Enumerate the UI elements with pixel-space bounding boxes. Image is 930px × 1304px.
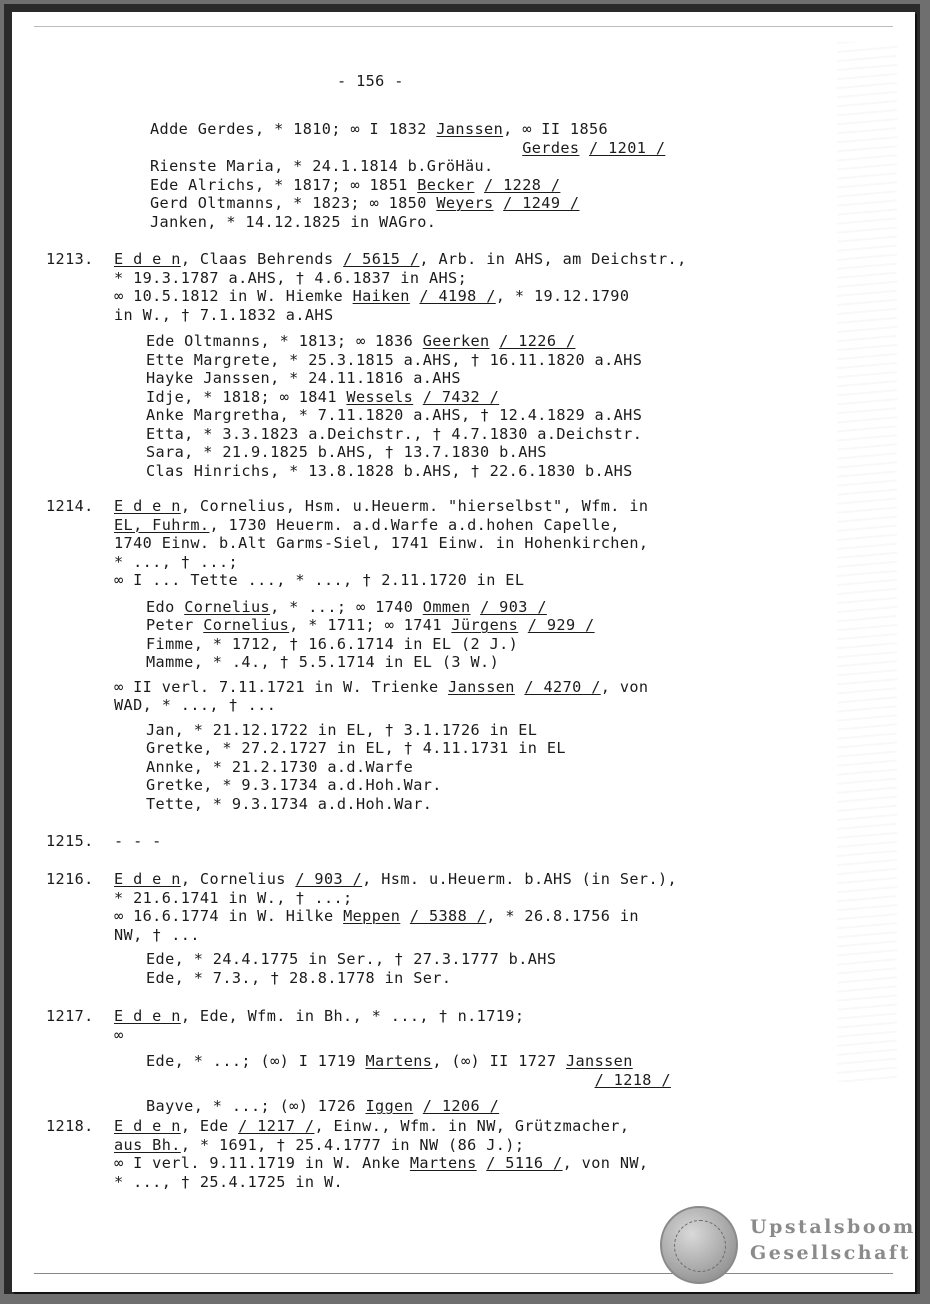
underlined-text: Wessels [346,387,414,406]
underlined-text: Gerdes [522,138,580,157]
underlined-text: E d e n [114,870,181,888]
line-text: Fimme, * 1712, † 16.6.1714 in EL (2 J.) [146,634,519,653]
entry-line [146,332,575,351]
underlined-text: Ommen [422,597,471,616]
entry-line [150,194,579,213]
underlined-text: Jürgens [451,616,519,634]
line-text: Hayke Janssen, * 24.11.1816 a.AHS [146,369,461,387]
line-text: * 19.3.1787 a.AHS, † 4.6.1837 in AHS; [114,268,468,287]
line-text: * ..., † 25.4.1725 in W. [114,1172,344,1191]
line-text: , * 26.8.1756 in [486,907,639,925]
underlined-text: Cornelius [203,616,290,634]
line-text: Bayve, * ...; (∞) 1726 [146,1097,366,1115]
entry-number: 1217. [46,1007,94,1025]
entry-line [146,388,499,407]
line-text: , Cornelius, Hsm. u.Heuerm. "hierselbst", Wfm. in [180,497,649,515]
underlined-text: / 929 / [527,616,595,634]
line-text: * ..., † ...; [114,552,239,571]
line-text: , Ede [180,1117,239,1135]
entry-line [114,907,639,926]
underlined-text: / 1228 / [484,175,561,194]
underlined-text: / 1226 / [499,332,576,350]
entry-line [146,1071,671,1090]
line-text: Etta, * 3.3.1823 a.Deichstr., † 4.7.1830 a.Deichstr. [146,424,643,443]
line-text: Annke, * 21.2.1730 a.d.Warfe [146,757,414,776]
entry-line [114,1173,343,1192]
line-text: , Ede, Wfm. in Bh., * ..., † n.1719; [180,1007,525,1025]
line-text: , von NW, [562,1154,649,1172]
line-text [518,616,528,634]
entry-line [146,351,642,370]
line-text [150,139,522,157]
line-text: ∞ 16.6.1774 in W. Hilke [114,907,344,925]
line-text: Ede, * ...; (∞) I 1719 [146,1052,366,1070]
underlined-text: Martens [409,1154,477,1172]
underlined-text: / 903 / [480,597,547,616]
underlined-text: / 7432 / [422,387,500,406]
line-text: ∞ II verl. 7.11.1721 in W. Trienke [114,677,449,696]
entry-line [146,616,595,635]
entry-line [114,1154,648,1173]
line-text: , Claas Behrends [180,250,344,268]
line-text: NW, † ... [114,925,200,944]
underlined-text: E d e n [114,497,181,515]
entry-line [114,889,353,908]
line-text: Gretke, * 27.2.1727 in EL, † 4.11.1731 in EL [146,739,566,757]
underlined-text: / 1249 / [503,194,580,212]
line-text: - - - [114,832,162,850]
publisher-name [750,1214,916,1266]
entry-line [114,870,677,889]
line-text: 1740 Einw. b.Alt Garms-Siel, 1741 Einw. in Hohenkirchen, [114,534,649,552]
underlined-text: Janssen [565,1052,633,1070]
line-text [477,1154,487,1172]
underlined-text: Martens [365,1052,433,1070]
underlined-text: Becker [417,175,475,194]
entry-line [114,1117,629,1136]
entry-line [146,1052,633,1071]
line-text: Ette Margrete, * 25.3.1815 a.AHS, † 16.11.1820 a.AHS [146,350,643,369]
entry-line [114,287,629,306]
line-text: ∞ [114,1025,124,1044]
underlined-text: / 4270 / [524,677,601,696]
underlined-text: / 5116 / [486,1154,563,1172]
entry-line [114,832,162,851]
line-text: Ede, * 24.4.1775 in Ser., † 27.3.1777 b.AHS [146,950,557,968]
line-text [515,678,525,696]
entry-line [150,139,665,158]
line-text: , (∞) II 1727 [432,1052,566,1070]
line-text: , * 1691, † 25.4.1777 in NW (86 J.); [180,1135,525,1154]
underlined-text: / 1218 / [594,1070,671,1089]
underlined-text: EL, Fuhrm. [114,515,210,534]
underlined-text: / 5615 / [343,250,420,268]
entry-number: 1215. [46,832,94,850]
entry-line [114,497,648,516]
entry-line [114,269,467,288]
underlined-text: aus Bh. [114,1135,181,1154]
line-text [410,287,420,305]
entry-line [146,653,499,672]
line-text: Tette, * 9.3.1734 a.d.Hoh.War. [146,794,433,813]
underlined-text: E d e n [114,250,181,268]
line-text: Adde Gerdes, * 1810; ∞ I 1832 [150,120,437,138]
line-text: , ∞ II 1856 [503,120,609,138]
line-text: Ede Alrichs, * 1817; ∞ 1851 [150,175,418,194]
line-text: Mamme, * .4., † 5.5.1714 in EL (3 W.) [146,653,500,671]
line-text [475,176,485,194]
entry-line [146,1097,499,1116]
underlined-text: / 903 / [295,870,363,888]
underlined-text: Iggen [365,1097,414,1115]
entry-line [146,758,413,777]
underlined-text: E d e n [114,1117,181,1135]
entry-number: 1213. [46,250,94,268]
line-text: , von [600,677,649,696]
line-text: ∞ I verl. 9.11.1719 in W. Anke [114,1154,410,1172]
entry-line [146,369,461,388]
entry-line [146,443,547,462]
line-text: ∞ I ... Tette ..., * ..., † 2.11.1720 in EL [114,571,525,589]
line-text: , Einw., Wfm. in NW, Grützmacher, [314,1117,630,1135]
scan-noise [837,42,897,1082]
entry-line [114,1007,524,1026]
line-text: Rienste Maria, * 24.1.1814 b.GröHäu. [150,157,494,175]
line-text: , 1730 Heuerm. a.d.Warfe a.d.hohen Capelle, [209,515,620,534]
line-text: , Arb. in AHS, am Deichstr., [419,250,687,268]
entry-line [114,696,276,715]
entry-line [114,1136,524,1155]
line-text: , * 19.12.1790 [495,287,630,305]
line-text: Gretke, * 9.3.1734 a.d.Hoh.War. [146,776,442,794]
underlined-text: / 1217 / [238,1117,315,1135]
line-text: , Cornelius [180,870,296,888]
line-text: Idje, * 1818; ∞ 1841 [146,387,347,406]
entry-line [146,969,451,988]
line-text: Sara, * 21.9.1825 b.AHS, † 13.7.1830 b.AHS [146,443,547,461]
entry-line [146,950,556,969]
entry-line [114,306,334,325]
entry-line [114,1026,124,1045]
entry-number: 1216. [46,870,94,888]
underlined-text: Janssen [448,677,515,696]
line-text: in W., † 7.1.1832 a.AHS [114,305,334,324]
entry-number: 1218. [46,1117,94,1135]
publisher-name-line1: Upstalsboom [750,1216,916,1238]
entry-line [146,635,518,654]
line-text [400,907,410,925]
entry-line [114,678,648,697]
underlined-text: Haiken [352,287,410,305]
entry-line [150,176,560,195]
seal-icon [660,1206,738,1284]
entry-line [146,721,537,740]
underlined-text: / 5388 / [409,907,487,925]
entry-line [146,776,442,795]
line-text: ∞ 10.5.1812 in W. Hiemke [114,287,353,305]
entry-line [114,926,200,945]
entry-line [150,120,608,139]
entry-line [114,553,238,572]
underlined-text: Cornelius [184,597,271,616]
entry-line [146,425,642,444]
entry-line [146,795,432,814]
line-text [413,388,423,406]
entry-line [150,213,436,232]
underlined-text: Weyers [436,194,494,212]
line-text: Ede, * 7.3., † 28.8.1778 in Ser. [146,968,452,987]
line-text: Ede Oltmanns, * 1813; ∞ 1836 [146,332,423,350]
line-text: , * 1711; ∞ 1741 [289,616,452,634]
line-text: Jan, * 21.12.1722 in EL, † 3.1.1726 in EL [146,720,538,739]
publisher-name-line2: Gesellschaft [750,1242,911,1264]
publisher-logo [660,1200,916,1292]
entry-line [146,739,566,758]
entry-line [150,157,494,176]
line-text: Peter [146,616,204,634]
line-text: Edo [146,597,185,616]
page-number: - 156 - [337,72,404,90]
line-text: Clas Hinrichs, * 13.8.1828 b.AHS, † 22.6.1830 b.AHS [146,461,633,480]
underlined-text: E d e n [114,1007,181,1025]
document-page [12,12,915,1292]
underlined-text: Geerken [422,332,490,350]
underlined-text: Meppen [343,907,401,925]
entry-line [114,516,620,535]
underlined-text: / 4198 / [419,287,496,305]
entry-line [146,598,547,617]
underlined-text: / 1201 / [589,138,666,157]
line-text: Gerd Oltmanns, * 1823; ∞ 1850 [150,194,437,212]
entry-line [114,250,687,269]
line-text [471,598,481,616]
underlined-text: / 1206 / [422,1097,500,1115]
line-text: , * ...; ∞ 1740 [270,597,423,616]
entry-line [114,571,524,590]
line-text: , Hsm. u.Heuerm. b.AHS (in Ser.), [362,870,678,888]
entry-line [146,406,642,425]
line-text [579,139,589,157]
entry-number: 1214. [46,497,94,515]
line-text [146,1071,595,1089]
line-text [413,1097,423,1115]
line-text: WAD, * ..., † ... [114,696,277,714]
line-text: Janken, * 14.12.1825 in WAGro. [150,212,437,231]
entry-line [146,462,633,481]
underlined-text: Janssen [436,120,504,138]
line-text: * 21.6.1741 in W., † ...; [114,888,353,907]
line-text: Anke Margretha, * 7.11.1820 a.AHS, † 12.4.1829 a.AHS [146,406,643,424]
line-text [490,332,500,350]
entry-line [114,534,648,553]
line-text [494,194,504,212]
document-body [12,12,915,1191]
